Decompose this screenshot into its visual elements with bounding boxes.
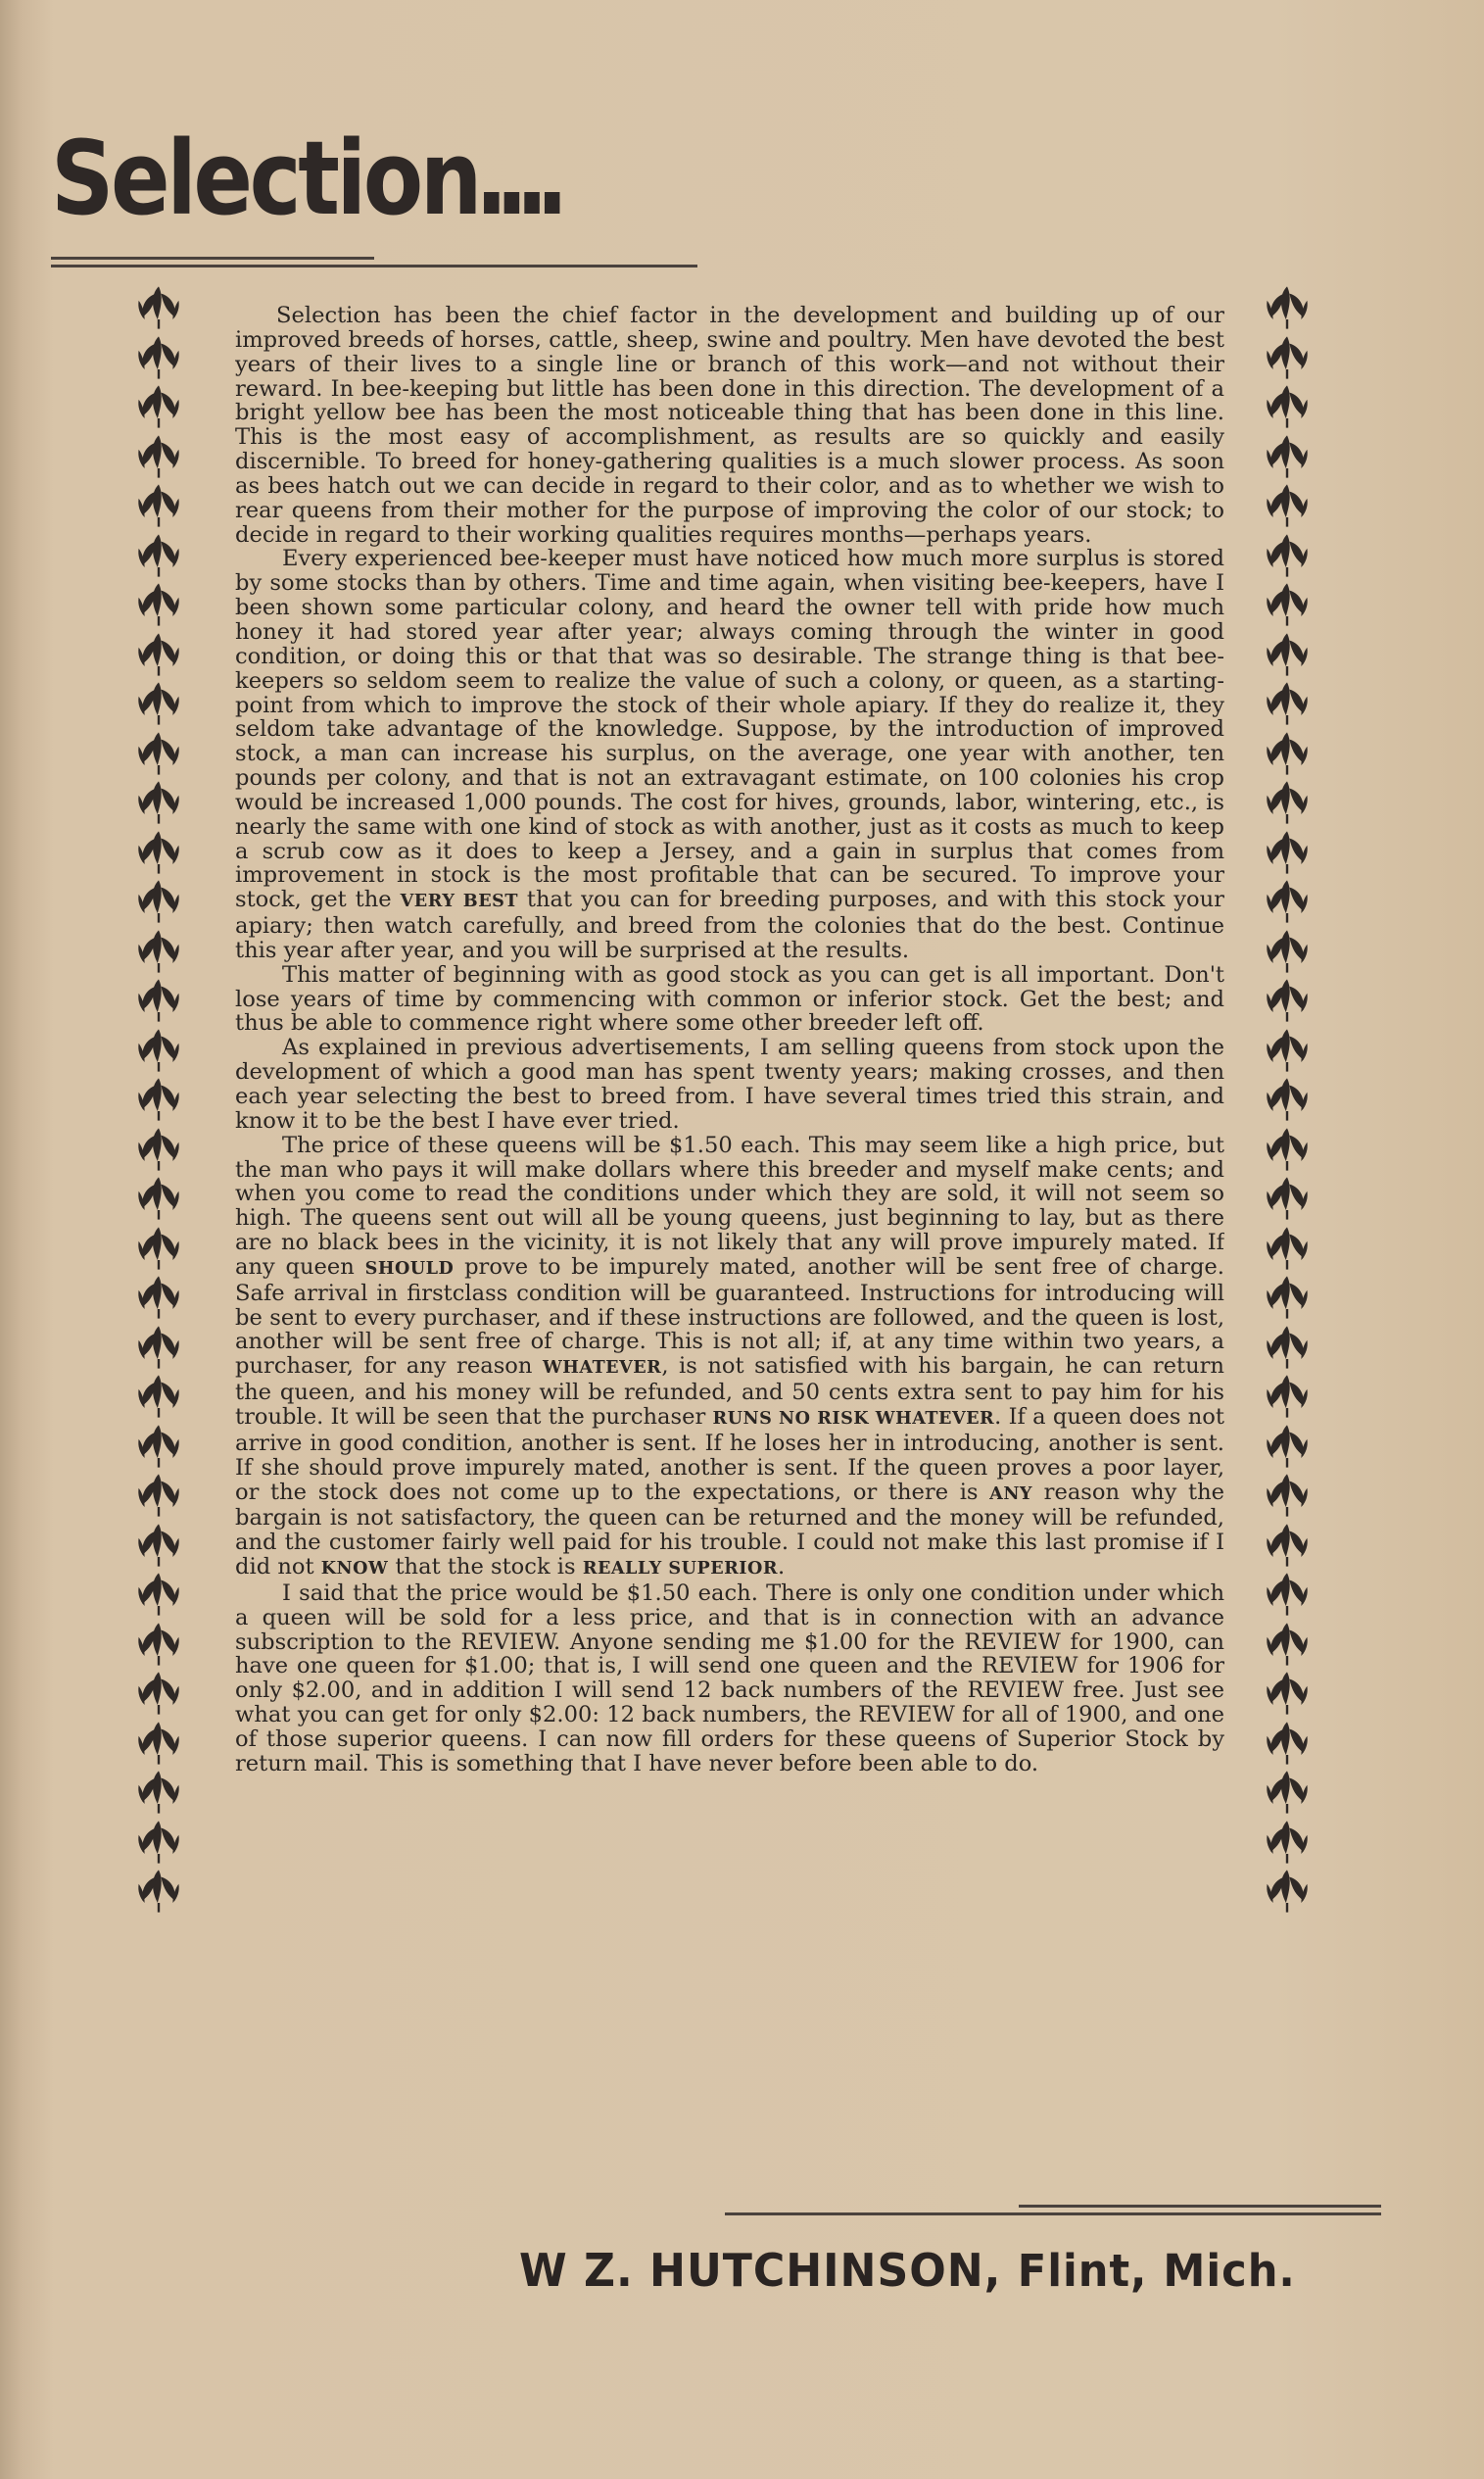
leaf-sprig-icon bbox=[1264, 581, 1311, 628]
leaf-sprig-icon bbox=[135, 1472, 182, 1519]
leaf-sprig-icon bbox=[135, 1175, 182, 1222]
page-title bbox=[51, 119, 565, 238]
leaf-sprig-icon bbox=[1264, 1423, 1311, 1470]
text-run: prove to be impurely mated, another will be sent free of charge. Safe arrival in firstclass condition will be guaranteed. Instructions for introducing will be sent to every purchaser, and if these instructions are followed, and the queen is lost, another will be sent free of charge. This is not all; if, at any time within two years, a purchaser, for any reason bbox=[235, 1253, 1224, 1380]
leaf-sprig-icon bbox=[135, 878, 182, 925]
paragraph bbox=[235, 1581, 1224, 1776]
leaf-sprig-icon bbox=[1264, 284, 1311, 331]
leaf-sprig-icon bbox=[135, 829, 182, 876]
leaf-sprig-icon bbox=[135, 1027, 182, 1074]
leaf-sprig-icon bbox=[135, 581, 182, 628]
leaf-sprig-icon bbox=[1264, 977, 1311, 1024]
leaf-sprig-icon bbox=[1264, 1027, 1311, 1074]
leaf-sprig-icon bbox=[135, 1076, 182, 1123]
leaf-sprig-icon bbox=[135, 482, 182, 529]
leaf-sprig-icon bbox=[135, 433, 182, 480]
signature bbox=[519, 2244, 1296, 2297]
leaf-sprig-icon bbox=[1264, 1769, 1311, 1816]
title-text: Selection bbox=[51, 119, 479, 238]
leaf-sprig-icon bbox=[1264, 1522, 1311, 1569]
ornament-border-right bbox=[1264, 284, 1318, 1918]
leaf-sprig-icon bbox=[135, 1274, 182, 1321]
paragraph bbox=[235, 1134, 1224, 1581]
leaf-sprig-icon bbox=[135, 1571, 182, 1618]
leaf-sprig-icon bbox=[135, 631, 182, 678]
leaf-sprig-icon bbox=[1264, 1571, 1311, 1618]
leaf-sprig-icon bbox=[1264, 1621, 1311, 1668]
article-body bbox=[235, 304, 1224, 2195]
leaf-sprig-icon bbox=[1264, 433, 1311, 480]
leaf-sprig-icon bbox=[135, 730, 182, 777]
leaf-sprig-icon bbox=[135, 1373, 182, 1420]
leaf-sprig-icon bbox=[1264, 482, 1311, 529]
leaf-sprig-icon bbox=[1264, 1720, 1311, 1767]
leaf-sprig-icon bbox=[1264, 680, 1311, 727]
leaf-sprig-icon bbox=[1264, 532, 1311, 579]
leaf-sprig-icon bbox=[1264, 1076, 1311, 1123]
leaf-sprig-icon bbox=[135, 1868, 182, 1915]
leaf-sprig-icon bbox=[1264, 1472, 1311, 1519]
ornament-border-left bbox=[135, 284, 190, 1918]
leaf-sprig-icon bbox=[1264, 1670, 1311, 1717]
leaf-sprig-icon bbox=[1264, 1274, 1311, 1321]
leaf-sprig-icon bbox=[135, 1324, 182, 1371]
leaf-sprig-icon bbox=[135, 680, 182, 727]
leaf-sprig-icon bbox=[135, 1720, 182, 1767]
leaf-sprig-icon bbox=[135, 1225, 182, 1272]
text-run: that the stock is bbox=[388, 1554, 583, 1580]
emphasis-text: VERY BEST bbox=[400, 891, 518, 912]
leaf-sprig-icon bbox=[135, 284, 182, 331]
emphasis-text: WHATEVER bbox=[542, 1357, 662, 1379]
leaf-sprig-icon bbox=[1264, 383, 1311, 430]
text-run: Selection has been the chief factor in the development and building up of our improved breeds of horses, cattle, sheep, swine and poultry. Men have devoted the best years of their lives to a single line or branch of this work—and not without their reward. In bee-keeping but little has been done in this direction. The development of a bright yellow bee has been the most noticeable thing that has been done in this line. This is the most easy of accomplishment, as results are so quickly and easily discernible. To breed for honey-gathering qualities is a much slower process. As soon as bees hatch out we can decide in regard to their color, and as to whether we wish to rear queens from their mother for the purpose of improving the color of our stock; to decide in regard to their working qualities requires months—perhaps years. bbox=[235, 304, 1224, 548]
leaf-sprig-icon bbox=[135, 928, 182, 975]
emphasis-text: KNOW bbox=[320, 1558, 389, 1580]
text-run: The price of these queens will be $1.50 each. This may seem like a high price, but the man who pays it will make dollars where this breeder and myself make cents; and when you come to read the conditions under which they are sold, it will not seem so high. The queens sent out will all be young queens, just beginning to lay, but as there are no black bees in the vicinity, it is not likely that any will prove impurely mated. If any queen bbox=[235, 1132, 1224, 1280]
leaf-sprig-icon bbox=[1264, 631, 1311, 678]
leaf-sprig-icon bbox=[1264, 1126, 1311, 1173]
signature-place: Flint, Mich. bbox=[1017, 2245, 1296, 2297]
text-run: As explained in previous advertisements, I am selling queens from stock upon the development of which a good man has spent twenty years; making crosses, and then each year selecting the best to breed from. I have several times tried this strain, and know it to be the best I have ever tried. bbox=[235, 1035, 1224, 1134]
leaf-sprig-icon bbox=[135, 779, 182, 826]
leaf-sprig-icon bbox=[1264, 1868, 1311, 1915]
closing-rule bbox=[1019, 2205, 1381, 2220]
leaf-sprig-icon bbox=[1264, 1324, 1311, 1371]
leaf-sprig-icon bbox=[1264, 1175, 1311, 1222]
leaf-sprig-icon bbox=[1264, 829, 1311, 876]
leaf-sprig-icon bbox=[1264, 1819, 1311, 1866]
paragraph bbox=[235, 963, 1224, 1037]
leaf-sprig-icon bbox=[1264, 1225, 1311, 1272]
leaf-sprig-icon bbox=[135, 1819, 182, 1866]
title-dots bbox=[484, 127, 565, 229]
leaf-sprig-icon bbox=[135, 1126, 182, 1173]
emphasis-text: ANY bbox=[989, 1483, 1033, 1504]
text-run: that you can for breeding purposes, and with this stock your apiary; then watch carefully, and breed from the colonies that do the best. Continue this year after year, and you will be surprised at the results. bbox=[235, 887, 1224, 963]
emphasis-text: SHOULD bbox=[364, 1257, 455, 1279]
leaf-sprig-icon bbox=[135, 1621, 182, 1668]
text-run: . bbox=[777, 1554, 786, 1580]
text-run: Every experienced bee-keeper must have noticed how much more surplus is stored by some stocks than by others. Time and time again, when visiting bee-keepers, have I been shown some particular colony, and heard the owner tell with pride how much honey it had stored year after year; always coming through the winter in good condition, or doing this or that that was so desirable. The strange thing is that bee-keepers so seldom seem to realize the value of such a colony, or queen, as a starting-point from which to improve the stock of their whole apiary. If they do realize it, they seldom take advantage of the knowledge. Suppose, by the introduction of improved stock, a man can increase his surplus, on the average, one year with another, ten pounds per colony, and that is not an extravagant estimate, on 100 colonies his crop would be increased 1,000 pounds. The cost for hives, grounds, labor, wintering, etc., is nearly the same with one kind of stock as with another, just as it costs as much to keep a scrub cow as it does to keep a Jersey, and a gain in surplus that comes from improvement in stock is the most profitable that can be secured. To improve your stock, get the bbox=[235, 546, 1224, 913]
leaf-sprig-icon bbox=[135, 532, 182, 579]
title-rule bbox=[51, 257, 697, 272]
paragraph bbox=[235, 547, 1224, 962]
text-run: reason why the bargain is not satisfactory, the queen can be returned and the money will be refunded, and the customer fairly well paid for his trouble. I could not make this last promise if I did not bbox=[235, 1479, 1224, 1580]
leaf-sprig-icon bbox=[135, 383, 182, 430]
leaf-sprig-icon bbox=[135, 334, 182, 381]
paragraph bbox=[235, 304, 1224, 547]
leaf-sprig-icon bbox=[135, 1670, 182, 1717]
signature-name: W Z. HUTCHINSON, bbox=[519, 2244, 1002, 2297]
leaf-sprig-icon bbox=[1264, 878, 1311, 925]
paragraph bbox=[235, 1036, 1224, 1133]
text-run: I said that the price would be $1.50 each. There is only one condition under which a queen will be sold for a less price, and that is in connection with an advance subscription to the REVIEW. Anyone sending me $1.00 for the REVIEW for 1900, can have one queen for $1.00; that is, I will send one queen and the REVIEW for 1906 for only $2.00, and in addition I will send 12 back numbers of the REVIEW free. Just see what you can get for only $2.00: 12 back numbers, the REVIEW for all of 1900, and one of those superior queens. I can now fill orders for these queens of Superior Stock by return mail. This is something that I have never before been able to do. bbox=[235, 1580, 1224, 1776]
leaf-sprig-icon bbox=[135, 1522, 182, 1569]
leaf-sprig-icon bbox=[1264, 1373, 1311, 1420]
leaf-sprig-icon bbox=[1264, 928, 1311, 975]
emphasis-text: RUNS NO RISK WHATEVER bbox=[712, 1407, 995, 1429]
leaf-sprig-icon bbox=[1264, 334, 1311, 381]
text-run: , is not satisfied with his bargain, he can return the queen, and his money will be refunded, and 50 cents extra sent to pay him for his trouble. It will be seen that the purchaser bbox=[235, 1353, 1224, 1430]
leaf-sprig-icon bbox=[1264, 730, 1311, 777]
text-run: This matter of beginning with as good stock as you can get is all important. Don't lose years of time by commencing with common or inferior stock. Get the best; and thus be able to commence right where some other breeder left off. bbox=[235, 961, 1224, 1037]
leaf-sprig-icon bbox=[135, 1423, 182, 1470]
leaf-sprig-icon bbox=[135, 977, 182, 1024]
leaf-sprig-icon bbox=[1264, 779, 1311, 826]
text-run: . If a queen does not arrive in good condition, another is sent. If he loses her in introducing, another is sent. If she should prove impurely mated, another is sent. If the queen proves a poor layer, or the stock does not come up to the expectations, or there is bbox=[235, 1403, 1224, 1505]
leaf-sprig-icon bbox=[135, 1769, 182, 1816]
emphasis-text: REALLY SUPERIOR bbox=[582, 1558, 778, 1580]
